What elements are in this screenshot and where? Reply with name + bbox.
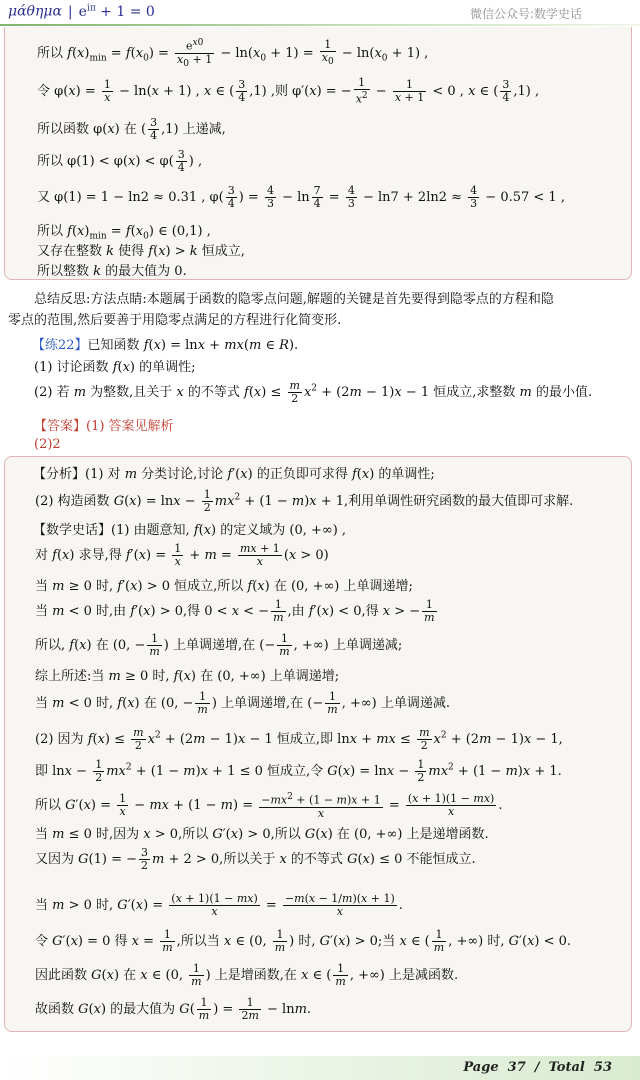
box1-line-8: 所以整数 k 的最大值为 0. (37, 264, 187, 279)
summary-line-2: 零点的范围,然后要善于用隐零点满足的方程进行化简变形. (8, 313, 342, 328)
box1-line-3: 所以函数 φ(x) 在 ( $\frac{3}{4}$ ,1) 上递减, (37, 116, 226, 142)
box2-line-2: (2) 构造函数 G(x) = lnx − $\frac{1}{2}$ $mx^2 + (1 - m)x + 1$,利用单调性研究函数的最大值即可求解. (35, 488, 574, 514)
box2-line-9: 当 m < 0 时, f(x) 在 (0, − $\frac{1}{m}$ ) 上单调递增,在 (− $\frac{1}{m}$ , +∞) 上单调递减. (35, 690, 451, 716)
analysis-box (4, 456, 632, 1032)
account-name: 微信公众号:数学史话 (469, 7, 582, 21)
box2-line-16: 令 G′(x) = 0 得 x = $\frac{1}{m}$ ,所以当 x ∈ (0, $\frac{1}{m}$ ) 时, G′(x) > 0;当 x ∈ ( $\frac{1}{m}$ , +∞) 时, G′(x) < 0. (35, 928, 572, 954)
box2-line-13: 当 m ≤ 0 时,因为 x > 0,所以 G′(x) > 0,所以 G(x) 在 (0, +∞) 上是递增函数. (35, 827, 489, 842)
exercise-tag: 【练22】 (32, 338, 88, 353)
exercise-stem: 【练22】已知函数 f(x) = lnx + mx(m ∈ R). (32, 338, 299, 353)
page-number: 37 (507, 1060, 526, 1075)
box1-line-2: 令 φ(x) = $\frac{1}{x}$ − ln(x + 1) , x ∈ ( $\frac{3}{4}$ ,1) ,则 φ′(x) = − $\frac{1}{x^2}$ − $\frac{1}{x + 1}$ < 0 , x ∈ ( $\frac{3}{4}$ ,1) , (37, 76, 540, 106)
box1-line-5: 又 φ(1) = 1 − ln2 ≈ 0.31 , φ( $\frac{3}{4}$ ) = $\frac{4}{3}$ − ln $\frac{7}{4}$ = $\frac{4}{3}$ − ln7 + 2ln2 ≈ $\frac{4}{3}$ − 0.57 < 1 , (37, 184, 565, 210)
logo-text: μάθημα (8, 3, 62, 20)
box2-line-5: 当 m ≥ 0 时, f′(x) > 0 恒成立,所以 f(x) 在 (0, +∞) 上单调递增; (35, 579, 413, 594)
box2-line-11: 即 lnx − $\frac{1}{2}$ $mx^2 + (1 - m)x + 1 \le 0$ 恒成立,令 G(x) = lnx − $\frac{1}{2}$ $mx^2 + (1 - m)x + 1$. (35, 758, 562, 784)
box1-line-6: 所以 $f(x)_{min} = f(x_0)$ ∈ (0,1) , (37, 224, 211, 242)
summary-line-1: 总结反思:方法点睛:本题属于函数的隐零点问题,解题的关键是首先要得到隐零点的方程和隐 (34, 292, 554, 307)
box2-line-15: 当 m > 0 时, G′(x) = $\frac{(x + 1)(1 - mx)}{x}$ = $\frac{-m(x - 1/m)(x + 1)}{x}$ . (35, 892, 403, 918)
box2-line-8: 综上所述:当 m ≥ 0 时, f(x) 在 (0, +∞) 上单调递增; (35, 669, 340, 684)
box2-line-3: 【数学史话】(1) 由题意知, f(x) 的定义域为 (0, +∞) , (33, 523, 347, 538)
box1-line-4: 所以 φ(1) < φ(x) < φ( $\frac{3}{4}$ ) , (37, 148, 203, 174)
answer-line-2: (2)2 (34, 437, 61, 452)
box2-line-12: 所以 G′(x) = $\frac{1}{x}$ − mx + (1 − m) = $\frac{-mx^2 + (1 - m)x + 1}{x}$ = $\frac{(x + 1)(1 - mx)}{x}$ . (35, 791, 503, 820)
total-label: Total (548, 1060, 585, 1075)
solution-box-continued (4, 27, 632, 280)
box2-line-4: 对 f(x) 求导,得 f′(x) = $\frac{1}{x}$ + m = $\frac{mx + 1}{x}$ (x > 0) (35, 542, 329, 568)
box2-line-14: 又因为 G(1) = − $\frac{3}{2}$ m + 2 > 0,所以关于 x 的不等式 G(x) ≤ 0 不能恒成立. (35, 846, 476, 872)
box2-line-6: 当 m < 0 时,由 f′(x) > 0,得 0 < x < − $\frac{1}{m}$ ,由 f′(x) < 0,得 x > − $\frac{1}{m}$ (35, 598, 435, 624)
box1-line-1: 所以 $f(x)_{min} = f(x_0)$ = $\frac{e^{x0}}{x_0 + 1}$ − $\ln(x_0 + 1)$ = $\frac{1}{x_0}$ − $\ln(x_0 + 1)$ , (37, 37, 429, 69)
total-number: 53 (593, 1060, 612, 1075)
box2-line-18: 故函数 G(x) 的最大值为 G( $\frac{1}{m}$ ) = $\frac{1}{2m}$ − lnm. (35, 996, 312, 1022)
box2-line-1: 【分析】(1) 对 m 分类讨论,讨论 f′(x) 的正负即可求得 f(x) 的单调性; (33, 467, 435, 482)
box2-line-17: 因此函数 G(x) 在 x ∈ (0, $\frac{1}{m}$ ) 上是增函数,在 x ∈ ( $\frac{1}{m}$ , +∞) 上是减函数. (35, 962, 459, 988)
page-indicator: Page 37 / Total 53 (463, 1060, 612, 1075)
page-footer (0, 1056, 640, 1080)
exercise-q2: (2) 若 m 为整数,且关于 x 的不等式 f(x) ≤ $\frac{m}{2}$ $x^2 + (2m - 1)x - 1$ 恒成立,求整数 m 的最小值. (34, 379, 593, 405)
exercise-q1: (1) 讨论函数 f(x) 的单调性; (34, 360, 196, 375)
header-divider (0, 24, 640, 26)
box2-line-10: (2) 因为 f(x) ≤ $\frac{m}{2}$ $x^2 + (2m - 1)x - 1$ 恒成立,即 lnx + mx ≤ $\frac{m}{2}$ $x^2 + (2m - 1)x - 1$, (35, 726, 563, 752)
logo-formula: $e^{i\pi} + 1 = 0$ (78, 3, 155, 20)
page-header (0, 0, 640, 26)
box2-line-7: 所以, f(x) 在 (0, − $\frac{1}{m}$ ) 上单调递增,在 (− $\frac{1}{m}$ , +∞) 上单调递减; (35, 632, 403, 658)
answer-line-1: 【答案】(1) 答案见解析 (34, 419, 174, 434)
box1-line-7: 又存在整数 k 使得 f(x) > k 恒成立, (37, 244, 245, 259)
page-label: Page (463, 1060, 499, 1075)
brand-logo: μάθημα | $e^{i\pi} + 1 = 0$ (8, 3, 155, 20)
